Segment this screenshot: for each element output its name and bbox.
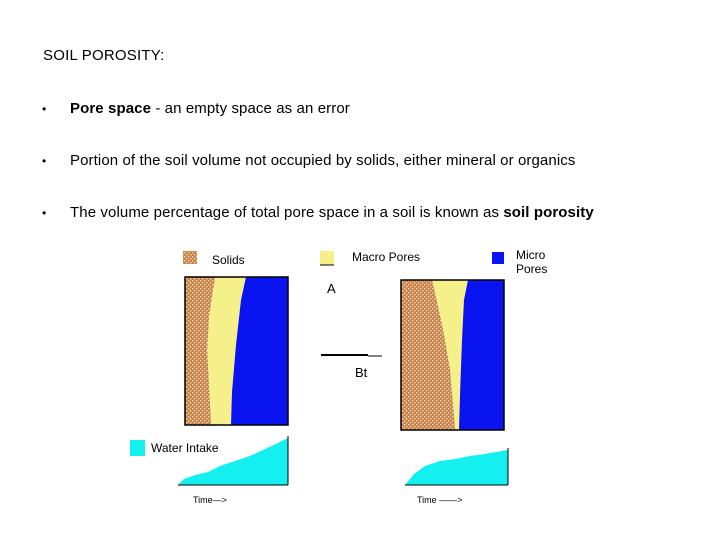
bullet-bold-term: soil porosity bbox=[503, 204, 594, 221]
bullet-rest: - an empty space as an error bbox=[151, 100, 350, 117]
right-time-label: Time ——> bbox=[417, 495, 463, 505]
legend-macro-pores-swatch bbox=[320, 251, 334, 265]
legend-solids-swatch bbox=[183, 251, 197, 264]
bullet-marker: • bbox=[42, 102, 47, 116]
legend-water-intake-label: Water Intake bbox=[151, 441, 219, 455]
horizon-bt-label: Bt bbox=[355, 365, 368, 380]
bullet-rest: The volume percentage of total pore space in a soil is known as bbox=[70, 204, 504, 221]
legend-solids-label: Solids bbox=[212, 253, 245, 267]
legend-water-intake-swatch bbox=[130, 440, 145, 456]
legend-micro-pores-label-2: Pores bbox=[516, 262, 548, 276]
bullet-marker: • bbox=[42, 206, 47, 220]
bullet-bold-term: Pore space bbox=[70, 100, 152, 117]
legend-micro-pores-swatch bbox=[492, 252, 504, 264]
legend-micro-pores-label-1: Micro bbox=[516, 248, 546, 262]
bullet-text: Portion of the soil volume not occupied by solids, either mineral or organics bbox=[70, 152, 576, 169]
right-water-intake-area bbox=[405, 450, 508, 485]
slide-title: SOIL POROSITY: bbox=[43, 47, 165, 64]
legend-macro-pores-label: Macro Pores bbox=[352, 250, 421, 264]
left-soil-profile bbox=[185, 277, 288, 425]
horizon-a-label: A bbox=[327, 281, 336, 296]
right-water-intake-graph bbox=[405, 448, 508, 485]
bullet-marker: • bbox=[42, 154, 47, 168]
left-time-label: Time—> bbox=[193, 495, 227, 505]
right-soil-profile bbox=[401, 280, 504, 430]
